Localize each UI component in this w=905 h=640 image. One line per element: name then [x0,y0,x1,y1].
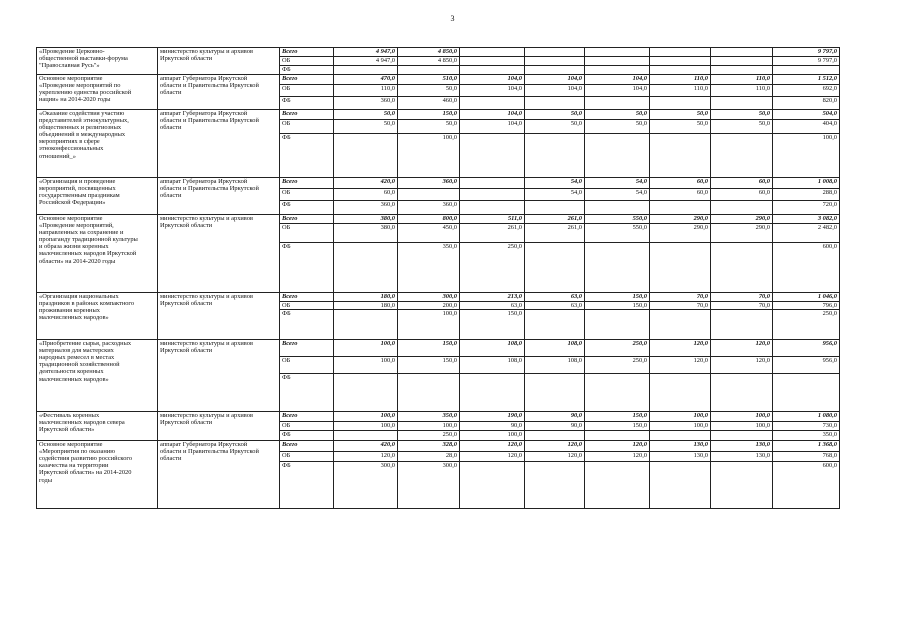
amount-cell: 213,0 [460,293,525,302]
table-row [37,215,840,224]
total-cell: 3 082,0 [773,215,840,224]
amount-cell: 511,0 [460,215,525,224]
amount-cell: 28,0 [398,452,460,462]
amount-cell [650,431,711,441]
amount-cell [585,374,650,412]
amount-cell: 300,0 [398,293,460,302]
amount-cell: 450,0 [398,224,460,243]
table-row [37,178,840,189]
amount-cell [334,310,398,340]
table-row [37,340,840,357]
amount-cell [460,189,525,201]
amount-cell [525,310,585,340]
amount-cell: 550,0 [585,224,650,243]
amount-cell [711,57,773,66]
amount-cell: 190,0 [460,412,525,422]
amount-cell: 150,0 [398,110,460,120]
table-body [37,48,840,509]
amount-cell: 180,0 [334,293,398,302]
activity-name: «Организация и проведение мероприятий, посвященных государственным праздникам Российской Федерации» [37,178,158,215]
amount-cell [711,374,773,412]
funding-source: ОБ [280,224,334,243]
amount-cell: 50,0 [650,110,711,120]
total-cell: 9 797,0 [773,57,840,66]
amount-cell: 250,0 [585,340,650,357]
table-row [37,110,840,120]
amount-cell: 50,0 [334,120,398,134]
total-cell: 350,0 [773,431,840,441]
amount-cell [460,97,525,110]
funding-source: ФБ [280,310,334,340]
amount-cell: 150,0 [398,357,460,374]
amount-cell: 4 850,0 [398,57,460,66]
amount-cell: 100,0 [650,412,711,422]
funding-source: Всего [280,75,334,85]
amount-cell: 100,0 [334,422,398,431]
amount-cell [585,57,650,66]
amount-cell [585,48,650,57]
amount-cell: 120,0 [525,441,585,452]
amount-cell: 90,0 [525,412,585,422]
amount-cell: 108,0 [525,340,585,357]
amount-cell: 100,0 [650,422,711,431]
activity-name: «Проведение Церковно- общественной выставки-форума "Православная Русь"» [37,48,158,75]
funding-source: Всего [280,412,334,422]
total-cell: 956,0 [773,340,840,357]
amount-cell: 120,0 [711,340,773,357]
amount-cell: 110,0 [334,85,398,97]
budget-table [36,47,840,509]
amount-cell: 360,0 [334,201,398,215]
amount-cell [525,243,585,293]
amount-cell: 60,0 [334,189,398,201]
amount-cell [525,57,585,66]
funding-source: Всего [280,178,334,189]
funding-source: ФБ [280,134,334,178]
amount-cell: 4 947,0 [334,57,398,66]
funding-source: ОБ [280,85,334,97]
amount-cell: 63,0 [525,302,585,310]
amount-cell: 350,0 [398,412,460,422]
amount-cell: 120,0 [334,452,398,462]
amount-cell: 104,0 [525,85,585,97]
amount-cell [460,201,525,215]
amount-cell [650,310,711,340]
amount-cell: 4 850,0 [398,48,460,57]
executor: аппарат Губернатора Иркутской области и Правительства Иркутской области [158,441,280,509]
activity-name: Основное мероприятие «Мероприятия по оказанию содействия развитию российского казачества на территории Иркутской области» на 2014-2020 годы [37,441,158,509]
table-row [37,293,840,302]
amount-cell [711,462,773,509]
amount-cell: 130,0 [711,441,773,452]
table-row [37,441,840,452]
amount-cell: 120,0 [585,441,650,452]
total-cell: 600,0 [773,243,840,293]
amount-cell [398,374,460,412]
amount-cell: 104,0 [585,85,650,97]
amount-cell [650,201,711,215]
amount-cell [650,374,711,412]
funding-source: ФБ [280,201,334,215]
amount-cell: 70,0 [711,302,773,310]
amount-cell: 150,0 [398,340,460,357]
total-cell: 820,0 [773,97,840,110]
amount-cell: 420,0 [334,441,398,452]
funding-source: ФБ [280,462,334,509]
amount-cell [711,201,773,215]
amount-cell [460,178,525,189]
amount-cell: 250,0 [460,243,525,293]
amount-cell [711,66,773,75]
amount-cell: 60,0 [650,178,711,189]
amount-cell [711,97,773,110]
amount-cell: 150,0 [585,302,650,310]
amount-cell [525,48,585,57]
amount-cell [650,243,711,293]
funding-source: Всего [280,110,334,120]
amount-cell: 104,0 [460,120,525,134]
table-row [37,48,840,57]
amount-cell: 54,0 [525,189,585,201]
amount-cell: 104,0 [460,85,525,97]
amount-cell: 261,0 [460,224,525,243]
amount-cell [525,374,585,412]
executor: министерство культуры и архивов Иркутской области [158,340,280,412]
total-cell: 1 080,0 [773,412,840,422]
amount-cell: 100,0 [398,134,460,178]
amount-cell: 328,0 [398,441,460,452]
funding-source: Всего [280,215,334,224]
funding-source: ФБ [280,374,334,412]
amount-cell: 261,0 [525,224,585,243]
executor: аппарат Губернатора Иркутской области и Правительства Иркутской области [158,178,280,215]
amount-cell [650,97,711,110]
amount-cell: 50,0 [650,120,711,134]
amount-cell [334,374,398,412]
activity-name: «Оказание содействия участию представителей этнокультурных, общественных и религиозных объединений в международных мероприятиях в сфере этноконфессиональных отношений_» [37,110,158,178]
amount-cell: 110,0 [711,85,773,97]
amount-cell: 800,0 [398,215,460,224]
activity-name: «Приобретение сырья, расходных материалов для мастерских народных ремесел в местах традиционной хозяйственной деятельности коренных малочисленных народов» [37,340,158,412]
amount-cell [460,48,525,57]
total-cell: 2 482,0 [773,224,840,243]
amount-cell: 120,0 [650,340,711,357]
amount-cell: 54,0 [525,178,585,189]
amount-cell: 110,0 [711,75,773,85]
total-cell: 600,0 [773,462,840,509]
amount-cell: 100,0 [334,340,398,357]
funding-source: ОБ [280,120,334,134]
executor: аппарат Губернатора Иркутской области и Правительства Иркутской области [158,75,280,110]
total-cell: 404,0 [773,120,840,134]
amount-cell: 300,0 [398,462,460,509]
total-cell: 796,0 [773,302,840,310]
amount-cell: 60,0 [711,189,773,201]
amount-cell [460,462,525,509]
amount-cell: 108,0 [460,340,525,357]
amount-cell [525,201,585,215]
funding-source: ОБ [280,189,334,201]
total-cell: 692,0 [773,85,840,97]
total-cell: 9 797,0 [773,48,840,57]
amount-cell: 108,0 [460,357,525,374]
amount-cell: 100,0 [334,357,398,374]
amount-cell: 550,0 [585,215,650,224]
total-cell: 1 008,0 [773,178,840,189]
amount-cell: 63,0 [525,293,585,302]
amount-cell [525,462,585,509]
amount-cell [585,134,650,178]
amount-cell: 290,0 [711,215,773,224]
amount-cell: 380,0 [334,215,398,224]
amount-cell: 100,0 [711,422,773,431]
funding-source: ФБ [280,66,334,75]
amount-cell [398,66,460,75]
total-cell [773,66,840,75]
amount-cell: 100,0 [334,412,398,422]
funding-source: Всего [280,293,334,302]
amount-cell: 360,0 [398,201,460,215]
page-number: 3 [450,14,455,23]
executor: министерство культуры и архивов Иркутской области [158,48,280,75]
amount-cell: 4 947,0 [334,48,398,57]
total-cell: 1 512,0 [773,75,840,85]
total-cell: 250,0 [773,310,840,340]
amount-cell [334,66,398,75]
amount-cell: 180,0 [334,302,398,310]
table-row [37,75,840,85]
executor: министерство культуры и архивов Иркутской области [158,412,280,441]
amount-cell: 420,0 [334,178,398,189]
amount-cell: 50,0 [525,110,585,120]
table-row [37,412,840,422]
total-cell: 720,0 [773,201,840,215]
amount-cell [650,134,711,178]
amount-cell: 50,0 [585,110,650,120]
amount-cell: 90,0 [460,422,525,431]
amount-cell: 110,0 [650,85,711,97]
amount-cell [650,66,711,75]
total-cell: 956,0 [773,357,840,374]
amount-cell: 290,0 [650,224,711,243]
amount-cell [334,134,398,178]
amount-cell: 110,0 [650,75,711,85]
total-cell: 768,0 [773,452,840,462]
amount-cell: 90,0 [525,422,585,431]
amount-cell [711,134,773,178]
amount-cell [585,201,650,215]
amount-cell: 54,0 [585,178,650,189]
amount-cell [460,66,525,75]
amount-cell [525,66,585,75]
amount-cell: 50,0 [398,85,460,97]
amount-cell: 250,0 [585,357,650,374]
amount-cell [711,48,773,57]
total-cell: 100,0 [773,134,840,178]
amount-cell: 120,0 [650,357,711,374]
amount-cell: 360,0 [334,97,398,110]
amount-cell: 104,0 [460,110,525,120]
amount-cell: 70,0 [650,302,711,310]
amount-cell [398,189,460,201]
amount-cell [711,310,773,340]
amount-cell: 290,0 [711,224,773,243]
amount-cell: 130,0 [650,452,711,462]
amount-cell: 510,0 [398,75,460,85]
amount-cell [585,243,650,293]
funding-source: ФБ [280,431,334,441]
amount-cell: 120,0 [460,452,525,462]
amount-cell: 100,0 [398,310,460,340]
amount-cell [585,310,650,340]
amount-cell: 50,0 [398,120,460,134]
amount-cell: 50,0 [334,110,398,120]
activity-name: «Фестиваль коренных малочисленных народов севера Иркутской области» [37,412,158,441]
amount-cell: 460,0 [398,97,460,110]
executor: аппарат Губернатора Иркутской области и Правительства Иркутской области [158,110,280,178]
amount-cell [650,57,711,66]
amount-cell: 100,0 [460,431,525,441]
amount-cell [711,431,773,441]
amount-cell: 200,0 [398,302,460,310]
amount-cell [650,462,711,509]
amount-cell [525,97,585,110]
amount-cell: 380,0 [334,224,398,243]
amount-cell [334,431,398,441]
amount-cell: 250,0 [398,431,460,441]
amount-cell: 130,0 [650,441,711,452]
funding-source: ФБ [280,243,334,293]
funding-source: ОБ [280,452,334,462]
funding-source: ОБ [280,302,334,310]
amount-cell [650,48,711,57]
amount-cell: 350,0 [398,243,460,293]
amount-cell: 300,0 [334,462,398,509]
amount-cell: 120,0 [460,441,525,452]
amount-cell: 63,0 [460,302,525,310]
amount-cell: 108,0 [525,357,585,374]
amount-cell: 54,0 [585,189,650,201]
funding-source: ОБ [280,357,334,374]
amount-cell: 360,0 [398,178,460,189]
amount-cell [585,97,650,110]
amount-cell: 60,0 [711,178,773,189]
activity-name: Основное мероприятие «Проведение мероприятий по укреплению единства российской нации» на 2014-2020 годы [37,75,158,110]
amount-cell: 50,0 [525,120,585,134]
funding-source: Всего [280,441,334,452]
amount-cell: 150,0 [460,310,525,340]
executor: министерство культуры и архивов Иркутской области [158,293,280,340]
amount-cell [525,431,585,441]
total-cell [773,374,840,412]
amount-cell [585,66,650,75]
amount-cell: 120,0 [585,452,650,462]
total-cell: 1 368,0 [773,441,840,452]
total-cell: 730,0 [773,422,840,431]
amount-cell: 100,0 [711,412,773,422]
amount-cell: 50,0 [585,120,650,134]
amount-cell: 130,0 [711,452,773,462]
amount-cell: 100,0 [398,422,460,431]
amount-cell: 70,0 [650,293,711,302]
amount-cell: 104,0 [585,75,650,85]
amount-cell [460,134,525,178]
amount-cell: 60,0 [650,189,711,201]
amount-cell: 150,0 [585,422,650,431]
amount-cell: 104,0 [460,75,525,85]
amount-cell [585,462,650,509]
amount-cell: 290,0 [650,215,711,224]
executor: министерство культуры и архивов Иркутской области [158,215,280,293]
amount-cell: 150,0 [585,293,650,302]
amount-cell: 150,0 [585,412,650,422]
amount-cell: 104,0 [525,75,585,85]
amount-cell: 261,0 [525,215,585,224]
amount-cell [460,57,525,66]
amount-cell [334,243,398,293]
total-cell: 1 046,0 [773,293,840,302]
amount-cell: 50,0 [711,120,773,134]
activity-name: Основное мероприятие «Проведение мероприятий, направленных на сохранение и пропаганду традиционной культуры и образа жизни коренных малочисленных народов Иркутской области» на 2014-2020 годы [37,215,158,293]
amount-cell: 470,0 [334,75,398,85]
amount-cell: 70,0 [711,293,773,302]
funding-source: ОБ [280,422,334,431]
activity-name: «Организация национальных праздников в районах компактного проживания коренных малочисленных народов» [37,293,158,340]
amount-cell [525,134,585,178]
amount-cell [460,374,525,412]
amount-cell: 120,0 [525,452,585,462]
amount-cell [711,243,773,293]
amount-cell [585,431,650,441]
funding-source: Всего [280,340,334,357]
funding-source: ОБ [280,57,334,66]
amount-cell: 120,0 [711,357,773,374]
funding-source: Всего [280,48,334,57]
total-cell: 288,0 [773,189,840,201]
amount-cell: 50,0 [711,110,773,120]
funding-source: ФБ [280,97,334,110]
total-cell: 504,0 [773,110,840,120]
